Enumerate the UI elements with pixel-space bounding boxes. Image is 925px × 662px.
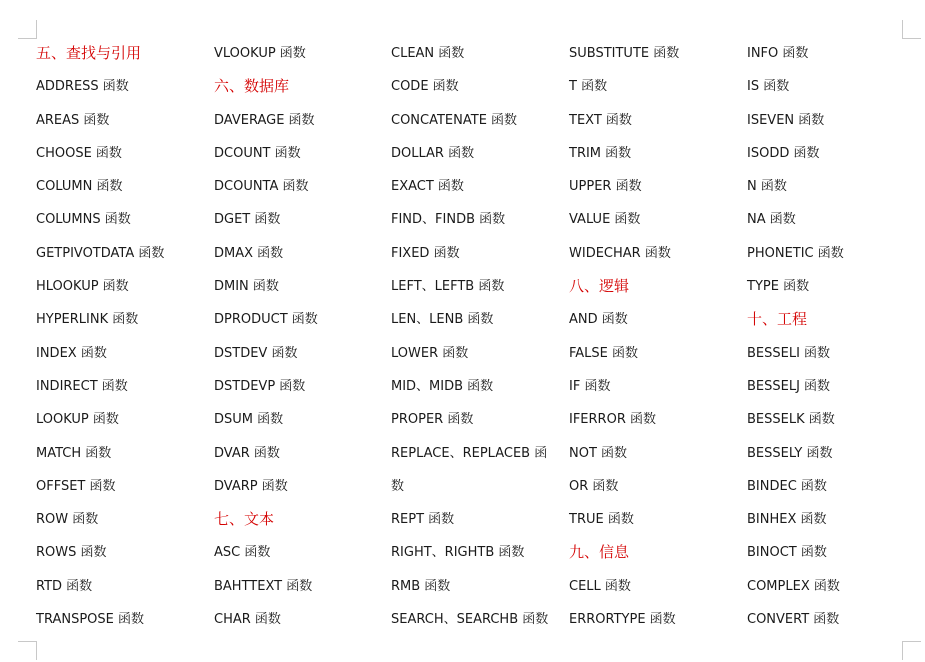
function-entry: DSTDEV 函数 xyxy=(214,345,298,361)
function-entry: COLUMNS 函数 xyxy=(36,212,131,228)
section-heading: 六、数据库 xyxy=(214,77,290,96)
function-entry: DCOUNTA 函数 xyxy=(214,179,309,195)
column-5 xyxy=(747,37,915,636)
function-entry: ADDRESS 函数 xyxy=(36,79,129,95)
function-entry: REPT 函数 xyxy=(391,512,455,528)
section-heading: 五、查找与引用 xyxy=(36,44,142,62)
function-entry: TYPE 函数 xyxy=(747,279,810,295)
function-entry: HYPERLINK 函数 xyxy=(36,312,139,328)
function-entry: CELL 函数 xyxy=(569,578,631,594)
function-entry: IS 函数 xyxy=(747,79,790,95)
function-entry: PHONETIC 函数 xyxy=(747,245,844,261)
function-entry: INDEX 函数 xyxy=(36,345,107,361)
function-entry: AREAS 函数 xyxy=(36,112,110,128)
function-entry: CHOOSE 函数 xyxy=(36,145,122,161)
function-entry: DVARP 函数 xyxy=(214,478,288,494)
function-entry: BINHEX 函数 xyxy=(747,512,827,528)
function-entry: LOOKUP 函数 xyxy=(36,412,119,428)
function-entry: COMPLEX 函数 xyxy=(747,578,840,594)
function-entry: COLUMN 函数 xyxy=(36,179,123,195)
function-entry: ASC 函数 xyxy=(214,545,271,561)
function-entry: IFERROR 函数 xyxy=(569,412,656,428)
function-entry: FIXED 函数 xyxy=(391,245,460,261)
function-entry: LOWER 函数 xyxy=(391,345,469,361)
function-entry: INFO 函数 xyxy=(747,46,809,61)
function-entry: MID、MIDB 函数 xyxy=(391,378,494,394)
function-entry: ERRORTYPE 函数 xyxy=(569,612,676,628)
function-entry: SEARCH、SEARCHB 函数 xyxy=(391,612,549,628)
function-entry: BAHTTEXT 函数 xyxy=(214,578,313,594)
function-entry: ROWS 函数 xyxy=(36,545,107,561)
function-entry: DMAX 函数 xyxy=(214,245,284,261)
function-entry: CHAR 函数 xyxy=(214,612,281,628)
section-heading: 十、工程 xyxy=(747,310,808,329)
function-entry: BESSELK 函数 xyxy=(747,412,835,428)
crop-mark-top-left xyxy=(18,20,37,39)
crop-mark-bottom-left xyxy=(18,641,37,660)
function-entry: TEXT 函数 xyxy=(569,112,632,128)
function-entry: SUBSTITUTE 函数 xyxy=(569,46,680,61)
function-entry: FIND、FINDB 函数 xyxy=(391,212,506,228)
function-entry: N 函数 xyxy=(747,179,787,195)
function-entry: BINOCT 函数 xyxy=(747,545,827,561)
function-entry: BESSELY 函数 xyxy=(747,445,833,461)
function-entry: INDIRECT 函数 xyxy=(36,378,128,394)
function-entry: UPPER 函数 xyxy=(569,179,642,195)
function-entry: DOLLAR 函数 xyxy=(391,145,475,161)
function-entry: NOT 函数 xyxy=(569,445,628,461)
column-4 xyxy=(569,37,737,636)
function-entry: T 函数 xyxy=(569,79,608,95)
column-2 xyxy=(214,37,382,636)
function-entry: TRUE 函数 xyxy=(569,512,634,528)
function-entry: REPLACE、REPLACEB 函数 xyxy=(391,445,548,494)
function-entry: RMB 函数 xyxy=(391,578,451,594)
function-entry: RIGHT、RIGHTB 函数 xyxy=(391,545,525,561)
column-3 xyxy=(391,37,559,636)
function-entry: OR 函数 xyxy=(569,478,619,494)
crop-mark-bottom-right xyxy=(902,641,921,660)
column-1 xyxy=(36,37,204,636)
function-entry: VALUE 函数 xyxy=(569,212,641,228)
section-heading: 七、文本 xyxy=(214,510,275,529)
function-entry: HLOOKUP 函数 xyxy=(36,279,129,295)
function-entry: BESSELI 函数 xyxy=(747,345,831,361)
function-entry: EXACT 函数 xyxy=(391,179,464,195)
function-entry: CONVERT 函数 xyxy=(747,612,840,628)
function-entry: CODE 函数 xyxy=(391,79,459,95)
function-entry: CLEAN 函数 xyxy=(391,46,465,61)
function-entry: PROPER 函数 xyxy=(391,412,474,428)
function-entry: IF 函数 xyxy=(569,378,611,394)
function-entry: LEN、LENB 函数 xyxy=(391,312,494,328)
function-entry: ROW 函数 xyxy=(36,512,99,528)
function-entry: WIDECHAR 函数 xyxy=(569,245,671,261)
function-entry: BESSELJ 函数 xyxy=(747,378,831,394)
function-entry: DVAR 函数 xyxy=(214,445,280,461)
function-entry: OFFSET 函数 xyxy=(36,478,116,494)
function-entry: CONCATENATE 函数 xyxy=(391,112,518,128)
function-entry: DSTDEVP 函数 xyxy=(214,378,306,394)
function-entry: ISEVEN 函数 xyxy=(747,112,825,128)
function-entry: TRIM 函数 xyxy=(569,145,632,161)
function-entry: LEFT、LEFTB 函数 xyxy=(391,279,505,295)
function-entry: RTD 函数 xyxy=(36,578,93,594)
function-entry: DCOUNT 函数 xyxy=(214,145,301,161)
function-entry: FALSE 函数 xyxy=(569,345,639,361)
function-entry: DSUM 函数 xyxy=(214,412,284,428)
function-entry: DGET 函数 xyxy=(214,212,281,228)
function-entry: DPRODUCT 函数 xyxy=(214,312,318,328)
function-entry: MATCH 函数 xyxy=(36,445,112,461)
function-entry: ISODD 函数 xyxy=(747,145,820,161)
function-entry: GETPIVOTDATA 函数 xyxy=(36,245,165,261)
section-heading: 八、逻辑 xyxy=(569,277,630,296)
function-entry: BINDEC 函数 xyxy=(747,478,827,494)
function-entry: AND 函数 xyxy=(569,312,628,328)
function-entry: DAVERAGE 函数 xyxy=(214,112,315,128)
section-heading: 九、信息 xyxy=(569,543,630,562)
function-entry: DMIN 函数 xyxy=(214,279,279,295)
function-entry: TRANSPOSE 函数 xyxy=(36,612,144,628)
function-entry: VLOOKUP 函数 xyxy=(214,46,306,61)
function-entry: NA 函数 xyxy=(747,212,796,228)
